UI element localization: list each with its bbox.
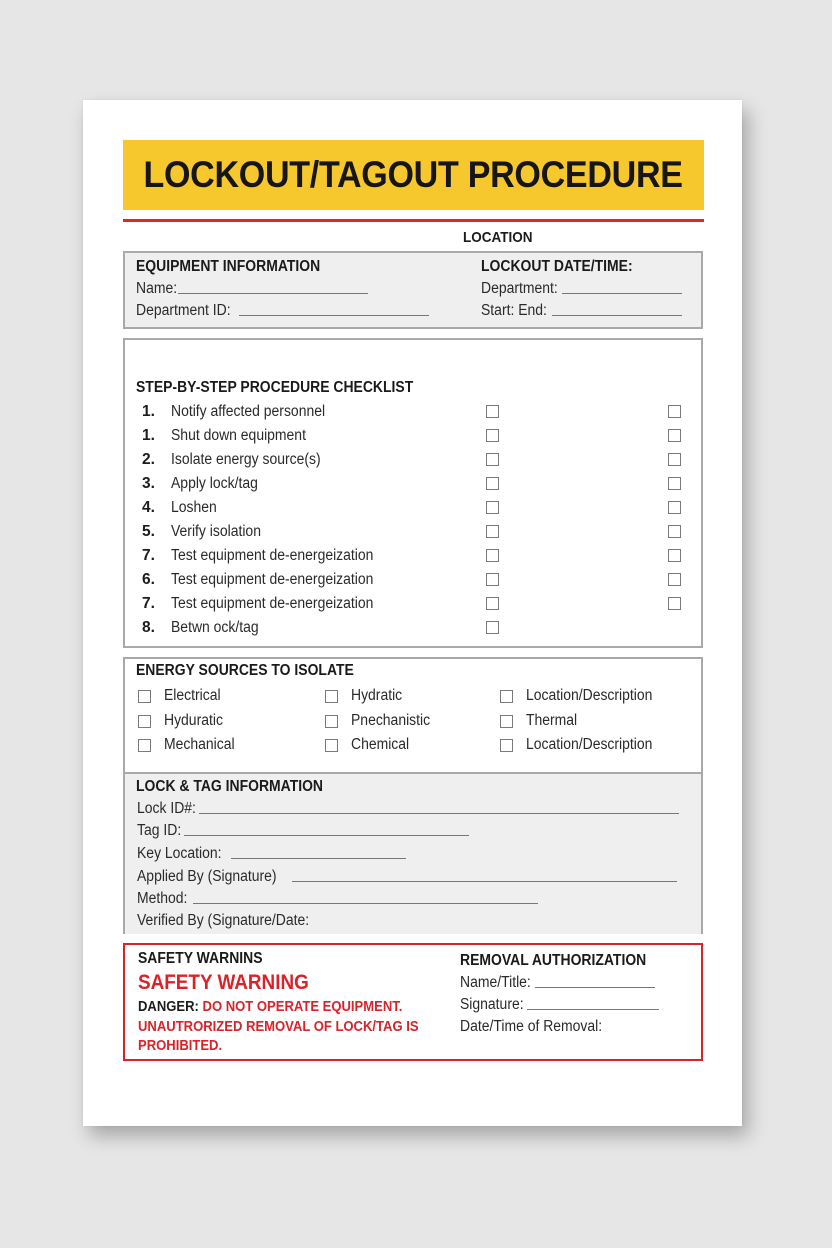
removal-authorization-heading: REMOVAL AUTHORIZATION: [460, 952, 647, 969]
step-checkbox-1[interactable]: [486, 453, 499, 466]
name-label: Name:: [136, 280, 178, 297]
checklist-row: [125, 400, 701, 424]
department-label: Department:: [481, 280, 558, 297]
energy-option-label: Hydratic: [351, 687, 403, 704]
step-checkbox-1[interactable]: [486, 525, 499, 538]
checklist-row: [125, 544, 701, 568]
step-label: Test equipment de-energeization: [171, 571, 374, 588]
tag-id-label: Tag ID:: [137, 822, 182, 839]
step-label: Test equipment de-energeization: [171, 595, 374, 612]
safety-warning-title: SAFETY WARNING: [138, 971, 309, 994]
step-checkbox-1[interactable]: [486, 573, 499, 586]
title-banner: [123, 140, 704, 210]
energy-option[interactable]: [138, 734, 242, 756]
lockout-tagout-form: [83, 100, 742, 1126]
energy-checkbox[interactable]: [500, 715, 513, 728]
signature-field[interactable]: [527, 1008, 659, 1010]
safety-removal-section: [123, 943, 703, 1061]
step-checkbox-1[interactable]: [486, 549, 499, 562]
step-checkbox-2[interactable]: [668, 405, 681, 418]
step-number: 1.: [142, 427, 155, 444]
step-checkbox-1[interactable]: [486, 405, 499, 418]
removal-datetime-label: Date/Time of Removal:: [460, 1018, 603, 1035]
step-label: Notify affected personnel: [171, 403, 326, 420]
step-number: 8.: [142, 619, 155, 636]
key-location-label: Key Location:: [137, 845, 222, 862]
step-checkbox-1[interactable]: [486, 597, 499, 610]
danger-prefix: DANGER:: [138, 999, 199, 1015]
applied-by-label: Applied By (Signature): [137, 868, 277, 885]
energy-checkbox[interactable]: [500, 739, 513, 752]
step-checkbox-2[interactable]: [668, 597, 681, 610]
step-label: Isolate energy source(s): [171, 451, 321, 468]
signature-label: Signature:: [460, 996, 524, 1013]
department-field[interactable]: [562, 292, 682, 294]
checklist-row: [125, 448, 701, 472]
energy-option-label: Thermal: [526, 712, 578, 729]
step-checkbox-1[interactable]: [486, 501, 499, 514]
energy-option[interactable]: [325, 685, 408, 707]
step-checkbox-2[interactable]: [668, 573, 681, 586]
step-number: 7.: [142, 595, 155, 612]
safety-heading: SAFETY WARNINS: [138, 950, 263, 967]
applied-by-field[interactable]: [292, 880, 677, 882]
energy-checkbox[interactable]: [138, 715, 151, 728]
energy-option[interactable]: [138, 685, 227, 707]
step-checkbox-2[interactable]: [668, 525, 681, 538]
step-number: 7.: [142, 547, 155, 564]
lock-id-label: Lock ID#:: [137, 800, 196, 817]
name-field[interactable]: [178, 292, 368, 294]
step-checkbox-1[interactable]: [486, 429, 499, 442]
step-checkbox-1[interactable]: [486, 621, 499, 634]
energy-option-label: Electrical: [164, 687, 221, 704]
step-label: Loshen: [171, 499, 217, 516]
energy-option[interactable]: [138, 710, 229, 732]
step-number: 4.: [142, 499, 155, 516]
energy-option[interactable]: [500, 685, 666, 707]
step-label: Test equipment de-energeization: [171, 547, 374, 564]
energy-option-label: Location/Description: [526, 687, 653, 704]
step-number: 5.: [142, 523, 155, 540]
energy-checkbox[interactable]: [500, 690, 513, 703]
energy-lock-section: [123, 657, 703, 934]
checklist-row: [125, 496, 701, 520]
energy-option[interactable]: [325, 734, 416, 756]
energy-checkbox[interactable]: [325, 739, 338, 752]
lock-tag-heading: LOCK & TAG INFORMATION: [136, 778, 324, 795]
step-number: 6.: [142, 571, 155, 588]
department-id-label: Department ID:: [136, 302, 231, 319]
equipment-info-heading: EQUIPMENT INFORMATION: [136, 258, 321, 275]
department-id-field[interactable]: [239, 314, 429, 316]
checklist-row: [125, 472, 701, 496]
method-label: Method:: [137, 890, 188, 907]
name-title-field[interactable]: [535, 986, 655, 988]
checklist-row: [125, 616, 701, 640]
energy-option-label: Mechanical: [164, 736, 235, 753]
method-field[interactable]: [193, 902, 538, 904]
equipment-info-section: [123, 251, 703, 329]
energy-checkbox[interactable]: [325, 715, 338, 728]
start-end-field[interactable]: [552, 314, 682, 316]
step-checkbox-2[interactable]: [668, 429, 681, 442]
title-divider: [123, 219, 704, 222]
page-title: LOCKOUT/TAGOUT PROCEDURE: [143, 154, 684, 195]
energy-option-label: Chemical: [351, 736, 410, 753]
checklist-row: [125, 592, 701, 616]
tag-id-field[interactable]: [184, 834, 469, 836]
step-checkbox-1[interactable]: [486, 477, 499, 490]
step-checkbox-2[interactable]: [668, 477, 681, 490]
checklist-row: [125, 424, 701, 448]
verified-by-label: Verified By (Signature/Date:: [137, 912, 310, 929]
checklist-row: [125, 568, 701, 592]
step-label: Verify isolation: [171, 523, 261, 540]
energy-option-label: Location/Description: [526, 736, 653, 753]
lock-tag-section: [125, 772, 701, 934]
step-label: Apply lock/tag: [171, 475, 258, 492]
danger-text-3: PROHIBITED.: [138, 1038, 223, 1054]
energy-option[interactable]: [500, 734, 666, 756]
step-number: 2.: [142, 451, 155, 468]
location-label: LOCATION: [463, 229, 533, 246]
danger-text-1: DO NOT OPERATE EQUIPMENT.: [202, 999, 403, 1015]
procedure-checklist-section: [123, 338, 703, 648]
energy-checkbox[interactable]: [138, 739, 151, 752]
step-checkbox-2[interactable]: [668, 453, 681, 466]
energy-option-label: Hyduratic: [164, 712, 223, 729]
step-label: Betwn ock/tag: [171, 619, 259, 636]
lockout-datetime-heading: LOCKOUT DATE/TIME:: [481, 258, 633, 275]
step-number: 1.: [142, 403, 155, 420]
checklist-heading: STEP-BY-STEP PROCEDURE CHECKLIST: [136, 379, 414, 396]
energy-option-label: Pnechanistic: [351, 712, 431, 729]
energy-sources-heading: ENERGY SOURCES TO ISOLATE: [136, 662, 354, 679]
energy-option[interactable]: [500, 710, 583, 732]
step-number: 3.: [142, 475, 155, 492]
step-checkbox-2[interactable]: [668, 549, 681, 562]
energy-checkbox[interactable]: [325, 690, 338, 703]
step-label: Shut down equipment: [171, 427, 306, 444]
checklist-row: [125, 520, 701, 544]
step-checkbox-2[interactable]: [668, 501, 681, 514]
danger-text-2: UNAUTRORIZED REMOVAL OF LOCK/TAG IS: [138, 1019, 419, 1035]
key-location-field[interactable]: [231, 857, 406, 859]
energy-option[interactable]: [325, 710, 439, 732]
start-end-label: Start: End:: [481, 302, 547, 319]
name-title-label: Name/Title:: [460, 974, 531, 991]
lock-id-field[interactable]: [199, 812, 679, 814]
danger-line-1: [138, 999, 402, 1015]
energy-checkbox[interactable]: [138, 690, 151, 703]
